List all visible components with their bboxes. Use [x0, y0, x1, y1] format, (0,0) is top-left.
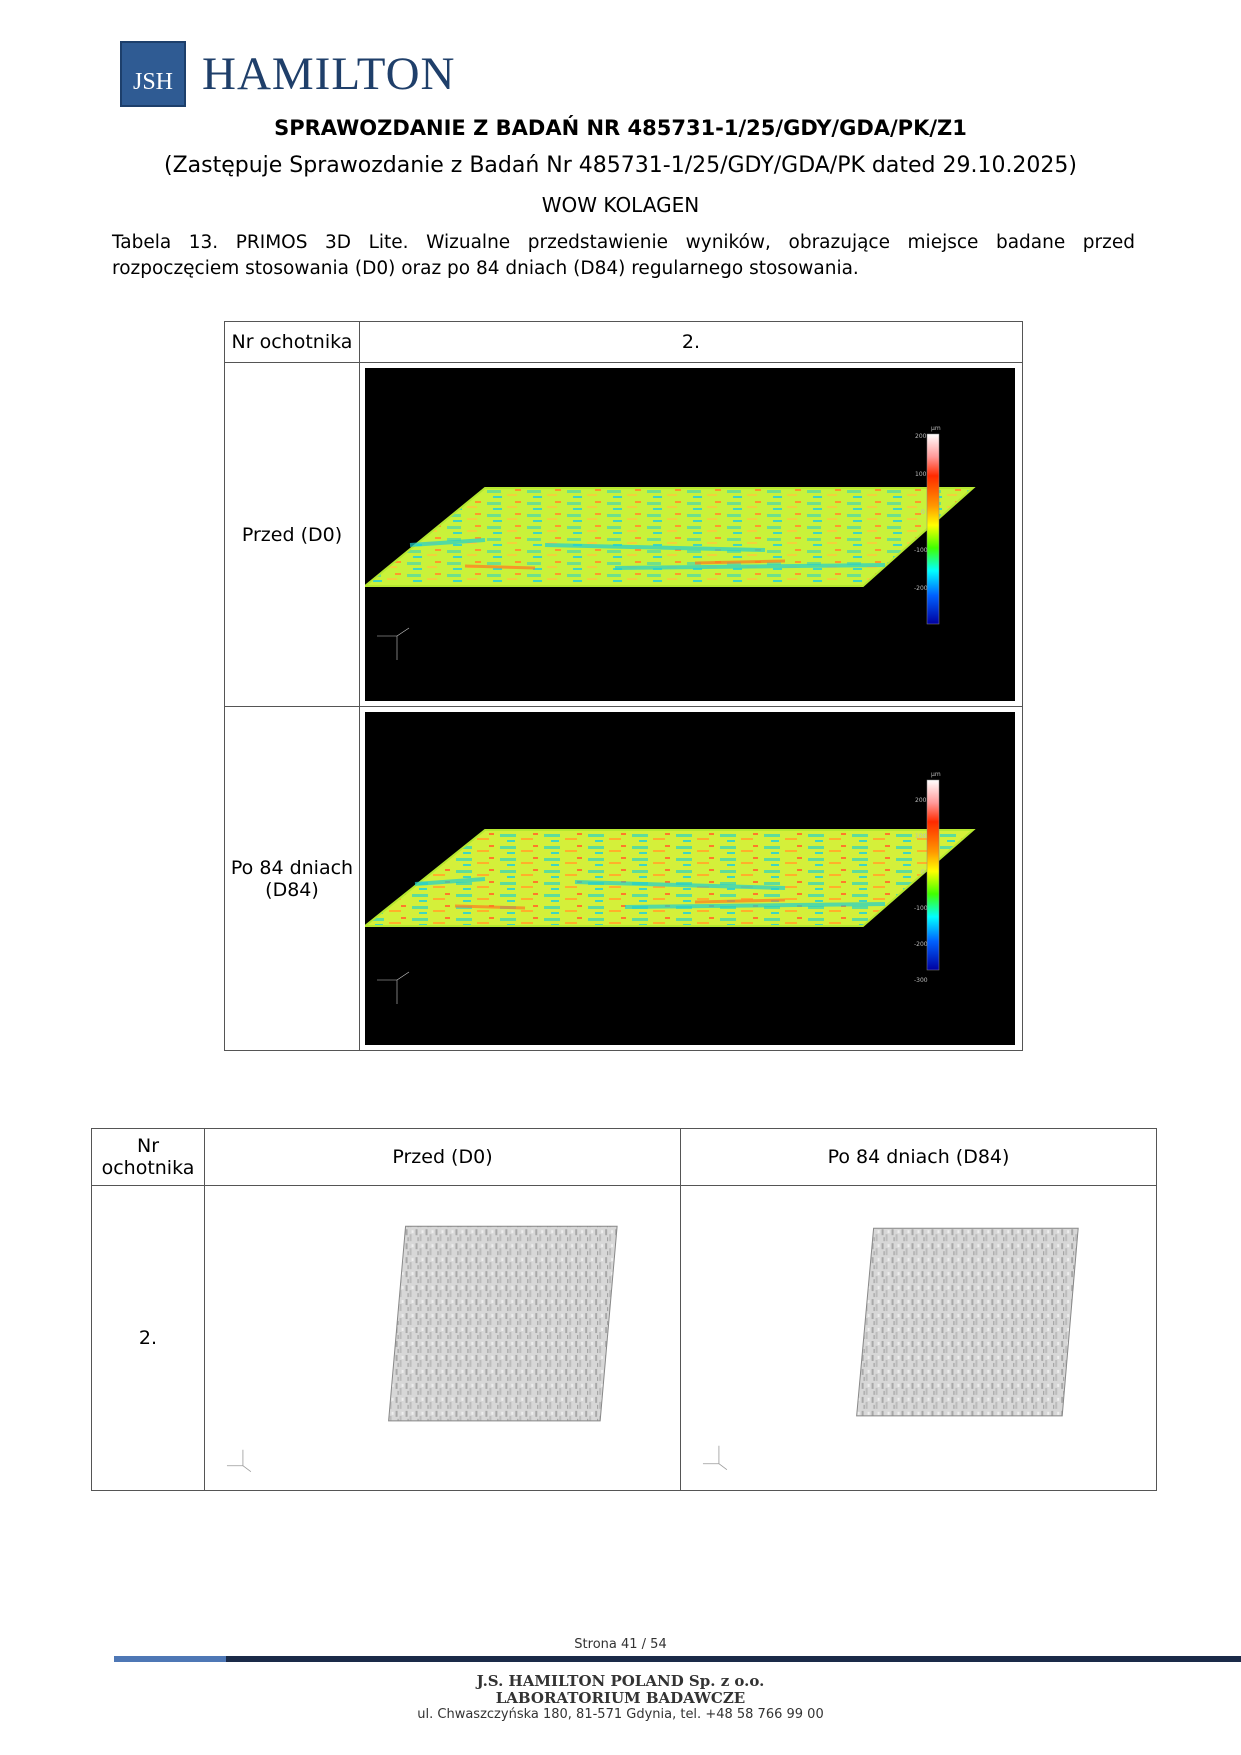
- header-volunteer-no: Nr ochotnika: [225, 322, 360, 363]
- footer-address: ul. Chwaszczyńska 180, 81-571 Gdynia, tel. +48 58 766 99 00: [417, 1707, 824, 1722]
- table-caption: Tabela 13. PRIMOS 3D Lite. Wizualne przedstawienie wyników, obrazujące miejsce badane przed rozpoczęciem stosowania (D0) oraz po 84 dniach (D84) regularnego stosowania.: [112, 232, 1135, 279]
- logo-text: HAMILTON: [202, 48, 456, 100]
- row-label-d84: Po 84 dniach (D84): [225, 707, 360, 1051]
- colorbar-tick: 200: [915, 797, 927, 804]
- axis-gizmo-icon: [227, 1450, 251, 1472]
- grayscale-surface-table: [91, 1128, 1157, 1491]
- volunteer-number: 2.: [360, 322, 1023, 363]
- footer-divider-accent: [114, 1656, 226, 1662]
- colorbar-unit: µm: [931, 425, 941, 432]
- logo-mark: [120, 41, 186, 107]
- surface-image-d0: [205, 1186, 680, 1490]
- colorbar-tick: -200: [914, 941, 928, 948]
- axis-gizmo-icon: [703, 1446, 727, 1470]
- image-cell-after: [680, 1186, 1156, 1491]
- primos-3d-map-d0: [365, 368, 1015, 701]
- image-cell-d84: [360, 707, 1023, 1051]
- surface-plot-d84: [365, 712, 1015, 1045]
- image-cell-before: [205, 1186, 681, 1491]
- colorbar-tick: -100: [914, 547, 928, 554]
- header-volunteer-no: Nr ochotnika: [92, 1129, 205, 1186]
- surface-plot-d0: [365, 368, 1015, 701]
- row-label-d0: Przed (D0): [225, 363, 360, 707]
- colorbar-tick: 200: [915, 433, 927, 440]
- axis-gizmo-icon: [377, 628, 409, 660]
- product-name: WOW KOLAGEN: [541, 193, 700, 217]
- primos-3d-map-d84: [365, 712, 1015, 1045]
- header-after: Po 84 dniach (D84): [680, 1129, 1156, 1186]
- header-before: Przed (D0): [205, 1129, 681, 1186]
- report-subtitle: (Zastępuje Sprawozdanie z Badań Nr 485731-1/25/GDY/GDA/PK dated 29.10.2025): [163, 153, 1078, 178]
- logo-mark-letters: JSH: [132, 69, 174, 95]
- report-title: SPRAWOZDANIE Z BADAŃ NR 485731-1/25/GDY/GDA/PK/Z1: [274, 116, 967, 140]
- company-logo: [120, 40, 455, 108]
- grayscale-surface-d84: [681, 1186, 1156, 1490]
- colorbar-unit: µm: [931, 771, 941, 778]
- page-number: Strona 41 / 54: [574, 1637, 667, 1652]
- colorbar-tick: 0: [921, 509, 925, 516]
- colorbar-tick: 0: [921, 869, 925, 876]
- colorbar-tick: -200: [914, 585, 928, 592]
- footer-company: J.S. HAMILTON POLAND Sp. z o.o.: [476, 1672, 765, 1690]
- surface-image-d84: [681, 1186, 1156, 1490]
- footer-lab: LABORATORIUM BADAWCZE: [495, 1689, 746, 1707]
- colorbar-tick: 100: [915, 833, 927, 840]
- primos-3d-table: [224, 321, 1023, 1051]
- footer-divider: [114, 1656, 1241, 1662]
- grayscale-surface-d0: [205, 1186, 680, 1490]
- colorbar-tick: -100: [914, 905, 928, 912]
- axis-gizmo-icon: [377, 972, 409, 1004]
- image-cell-d0: [360, 363, 1023, 707]
- colorbar-tick: 100: [915, 471, 927, 478]
- colorbar-tick: -300: [914, 977, 928, 984]
- volunteer-number: 2.: [92, 1186, 205, 1491]
